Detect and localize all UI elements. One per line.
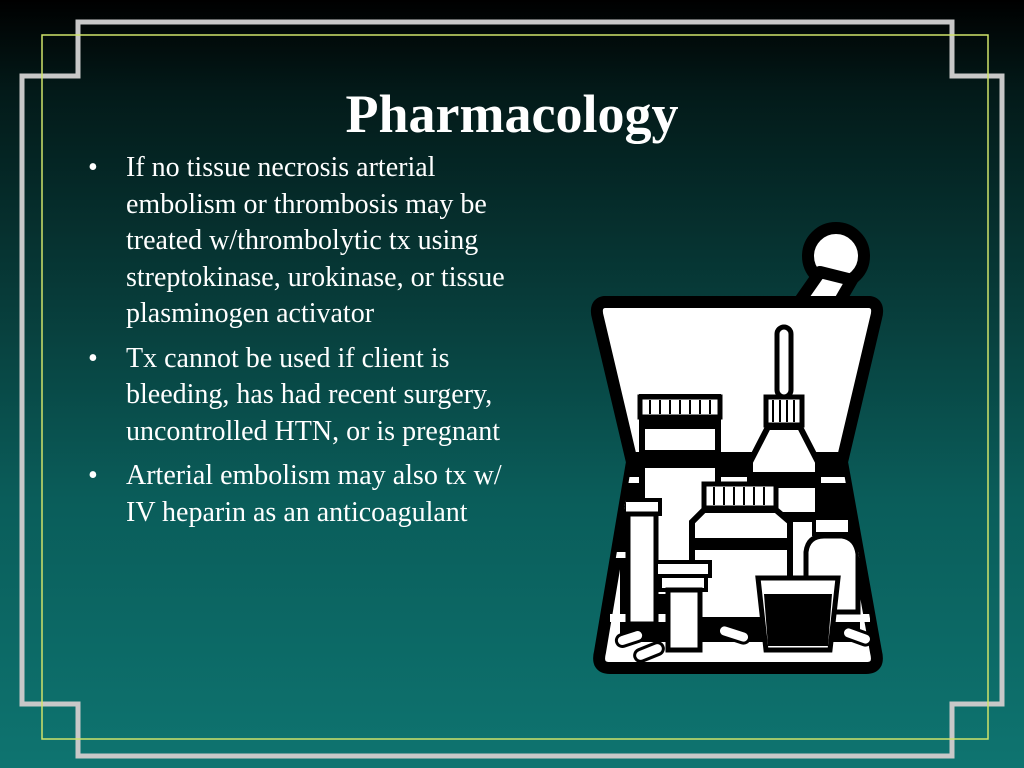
bullet-item <box>86 150 506 333</box>
bullet-marker: • <box>88 460 98 491</box>
slide-title: Pharmacology <box>345 84 679 144</box>
bullet-text: Tx cannot be used if client is bleeding, has had recent surgery, uncontrolled HTN, or is pregnant <box>126 342 501 447</box>
bullet-list <box>86 150 506 539</box>
bullet-item <box>86 341 506 451</box>
mortar-and-pestle-with-medicine-bottles-icon <box>580 222 890 687</box>
bullet-text: If no tissue necrosis arterial embolism or thrombosis may be treated w/thrombolytic tx using streptokinase, urokinase, or tissue plasminogen activator <box>126 152 505 329</box>
bullet-marker: • <box>88 342 98 374</box>
bullet-item <box>86 458 506 531</box>
bullet-marker: • <box>88 152 98 183</box>
bullet-text: Arterial embolism may also tx w/ IV heparin as an anticoagulant <box>126 460 502 528</box>
